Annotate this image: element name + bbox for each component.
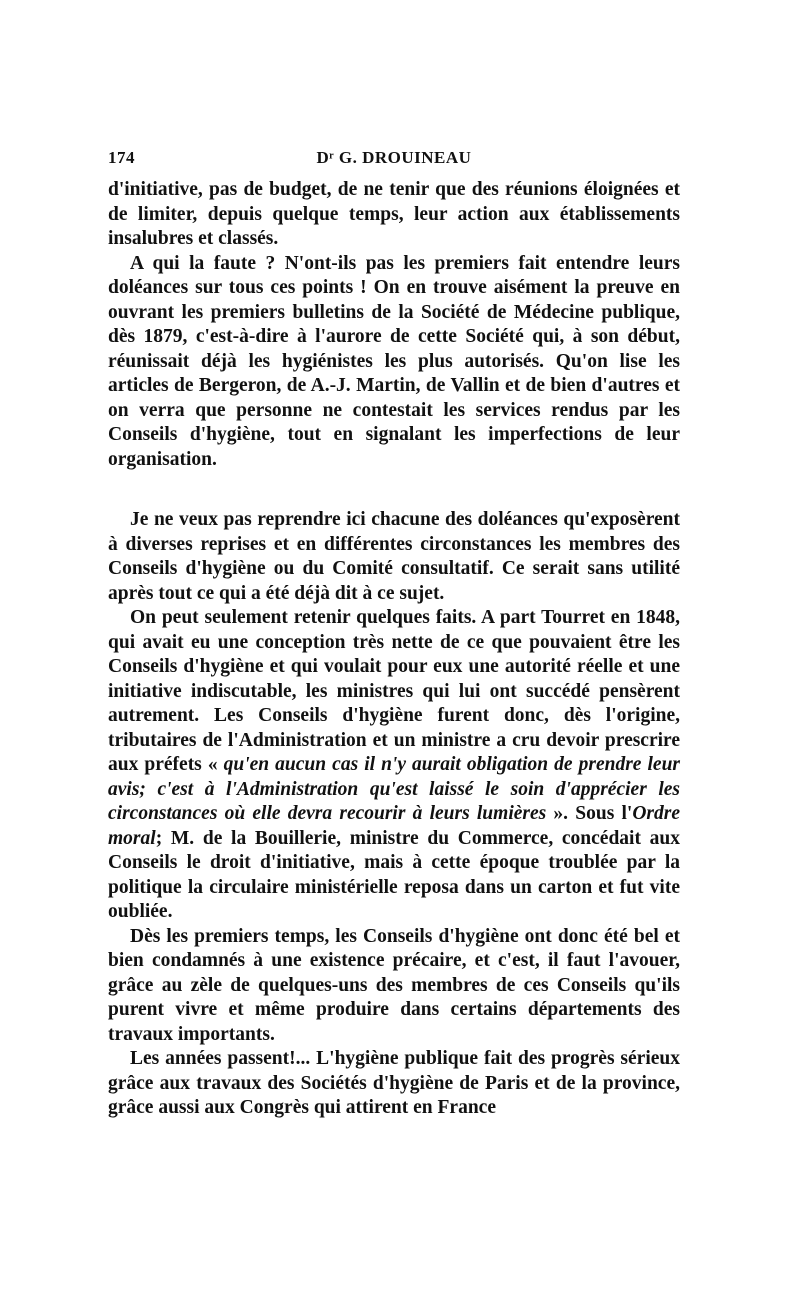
paragraph-4-part-3: ; M. de la Bouillerie, ministre du Commerce, concédait aux Conseils le droit d'initiative, mais à cette époque troublée par la politique la circulaire ministérielle reposa dans un carton et fut vite oubliée.: [108, 827, 680, 922]
paragraph-3: Je ne veux pas reprendre ici chacune des doléances qu'exposèrent à diverses reprises et en différentes circonstances les membres des Conseils d'hygiène ou du Comité consultatif. Ce serait sans utilité après tout ce qui a été déjà dit à ce sujet.: [108, 509, 680, 604]
running-title: Dʳ G. DROUINEAU: [316, 148, 472, 167]
page-number: 174: [108, 148, 135, 167]
body-text: [108, 178, 680, 1121]
section-break: [108, 472, 680, 508]
paragraph-6: Les années passent!... L'hygiène publique fait des progrès sérieux grâce aux travaux des Sociétés d'hygiène de Paris et de la province, grâce aussi aux Congrès qui attirent en France: [108, 1048, 680, 1118]
paragraph-5: Dès les premiers temps, les Conseils d'hygiène ont donc été bel et bien condamnés à une existence précaire, et c'est, il faut l'avouer, grâce au zèle de quelques-uns des membres de ces Conseils qu'ils purent vivre et même produire dans certains départements des travaux importants.: [108, 925, 680, 1045]
paragraph-4-part-2: ». Sous l': [546, 803, 633, 824]
paragraph-4-part-1: On peut seulement retenir quelques faits. A part Tourret en 1848, qui avait eu une conception très nette de ce que pouvaient être les Conseils d'hygiène et qui voulait pour eux une autorité réelle et une initiative indiscutable, les ministres qui lui ont succédé pensèrent autrement. Les Conseils d'hygiène furent donc, dès l'origine, tributaires de l'Administration et un ministre a cru devoir prescrire aux préfets «: [108, 607, 680, 775]
ordre-moral-title: Ordre moral: [108, 803, 680, 849]
running-head: [108, 140, 680, 170]
paragraph-1: d'initiative, pas de budget, de ne tenir que des réunions éloignées et de limiter, depuis quelque temps, leur action aux établissements insalubres et classés.: [108, 179, 680, 249]
paragraph-2: A qui la faute ? N'ont-ils pas les premiers fait entendre leurs doléances sur tous ces points ! On en trouve aisément la preuve en ouvrant les premiers bulletins de la Société de Médecine publique, dès 1879, c'est-à-dire à l'aurore de cette Société qui, à son début, réunissait déjà les hygiénistes les plus autorisés. Qu'on lise les articles de Bergeron, de A.-J. Martin, de Vallin et de bien d'autres et on verra que personne ne contestait les services rendus par les Conseils d'hygiène, tout en signalant les imperfections de leur organisation.: [108, 252, 680, 470]
quoted-circular: qu'en aucun cas il n'y aurait obligation de prendre leur avis; c'est à l'Administration qu'est laissé le soin d'apprécier les circonstances où elle devra recourir à leurs lumières: [108, 754, 681, 824]
paragraph-4: [108, 606, 680, 925]
book-page: [108, 140, 680, 1121]
